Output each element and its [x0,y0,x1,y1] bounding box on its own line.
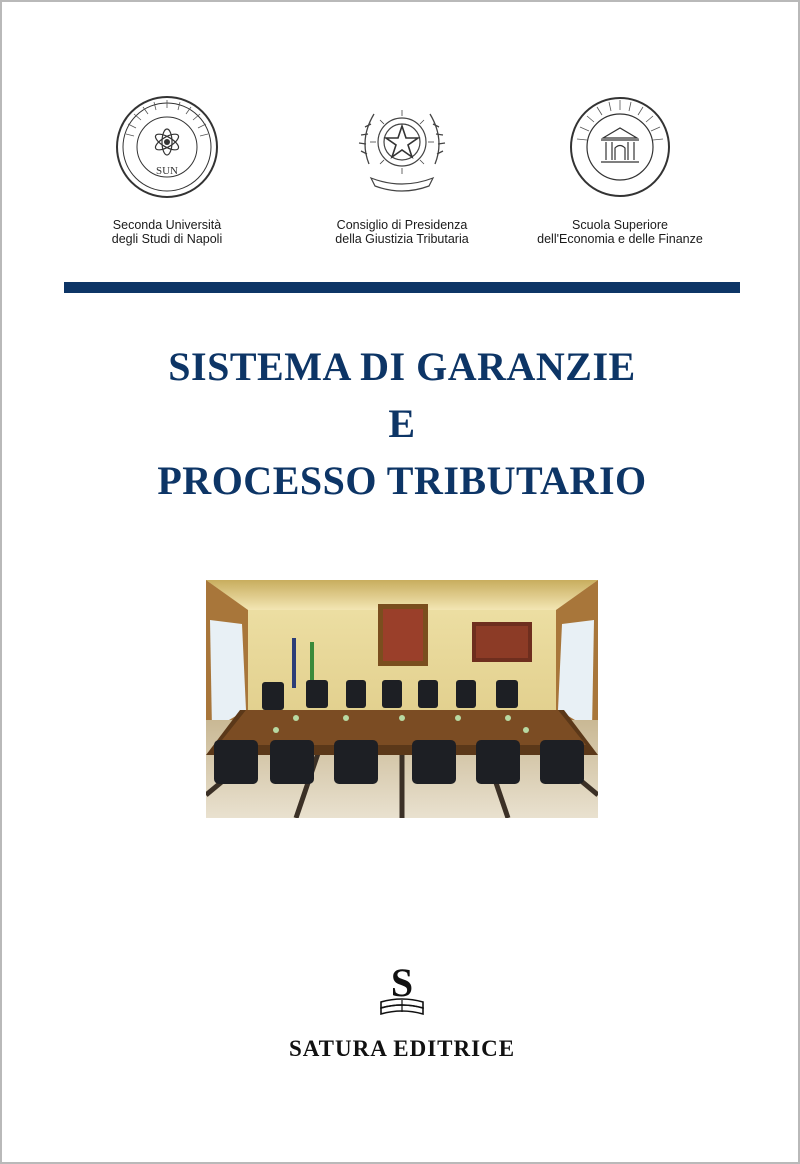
title-line1: SISTEMA DI GARANZIE [168,344,636,389]
institution-line2: dell'Economia e delle Finanze [537,232,703,246]
institution-logos [2,94,800,254]
institution-line1: Seconda Università [112,218,222,232]
institution-line2: della Giustizia Tributaria [335,232,469,246]
title-line3: PROCESSO TRIBUTARIO [157,458,647,503]
institution-scuola [500,94,740,246]
school-seal-icon [567,94,673,200]
institution-name [47,218,287,246]
publisher-logo-icon [377,962,427,1018]
institution-consiglio [282,94,522,246]
institution-name [282,218,522,246]
institution-line1: Consiglio di Presidenza [336,218,468,232]
seal-text: SUN [155,165,179,177]
title-line2: E [388,401,416,446]
institution-line2: degli Studi di Napoli [111,232,223,246]
conference-room-image [206,580,598,818]
book-title [2,338,800,509]
title-rule [64,282,740,293]
cover-photo [206,580,598,818]
institution-line1: Scuola Superiore [572,218,668,232]
italian-emblem-icon [349,94,455,200]
publisher [2,962,800,1062]
university-seal-icon [114,94,220,200]
institution-sun [47,94,287,246]
institution-name [500,218,740,246]
publisher-name: SATURA EDITRICE [288,1036,516,1061]
publisher-logo-letter: S [390,962,414,1005]
